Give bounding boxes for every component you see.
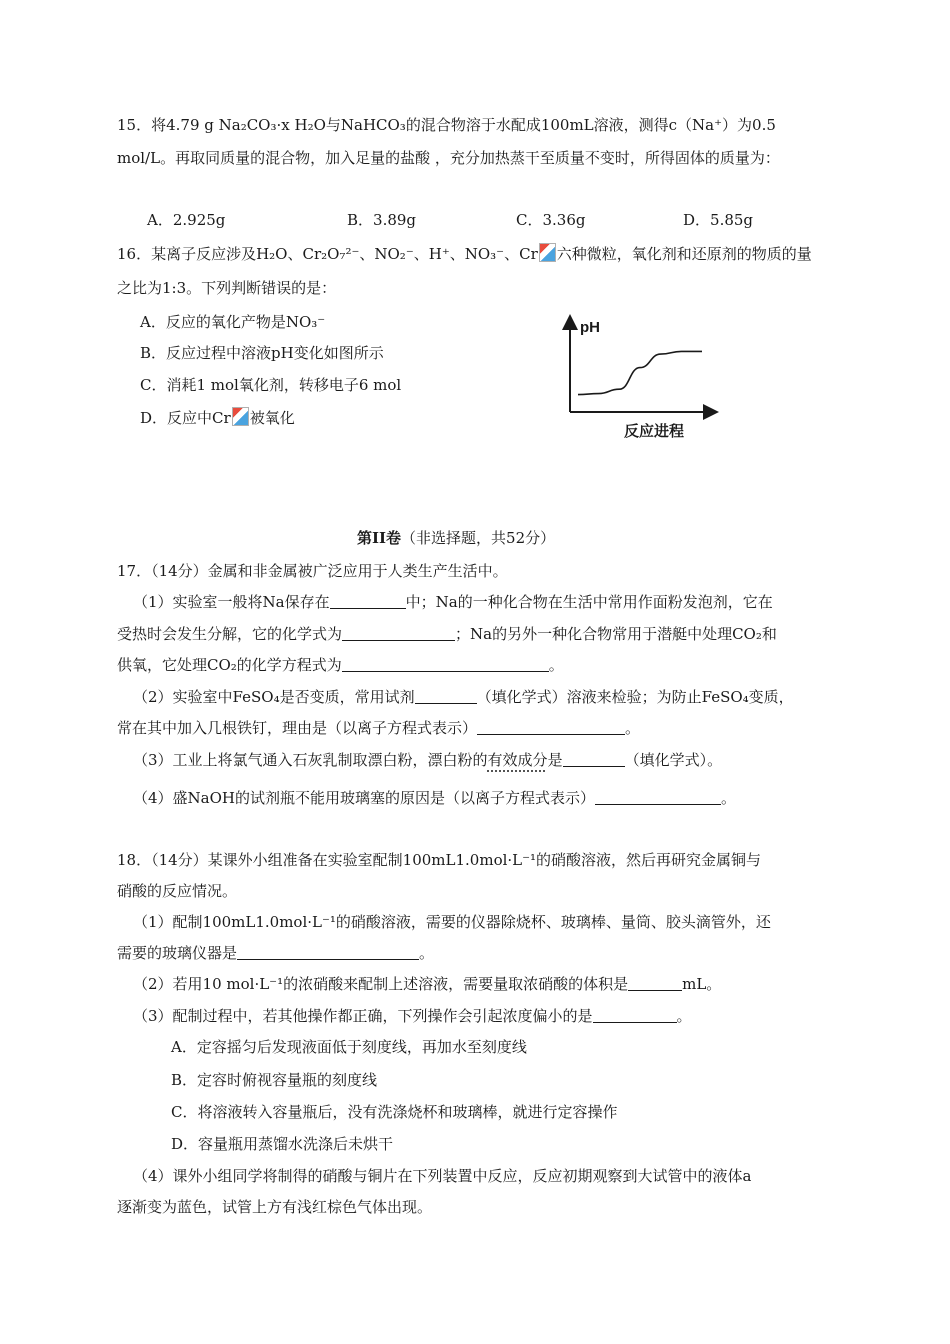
q16-option-a: A．反应的氧化产物是NO₃⁻: [140, 313, 326, 331]
q18-p1-line2: [117, 942, 434, 964]
answer-blank[interactable]: [330, 593, 406, 609]
q17-p4-a: （4）盛NaOH的试剂瓶不能用玻璃塞的原因是（以离子方程式表示）: [133, 789, 595, 807]
answer-blank[interactable]: [628, 975, 682, 991]
q18-p1-l2-b: 。: [419, 944, 435, 962]
answer-blank[interactable]: [477, 719, 625, 735]
q16-line1-text-b: 六种微粒，氧化剂和还原剂的物质的量: [556, 245, 812, 263]
q17-p1-l2-a: 受热时会发生分解，它的化学式为: [117, 625, 343, 643]
q18-p2-b: mL。: [682, 975, 722, 993]
x-axis-label: 反应进程: [624, 422, 685, 440]
q18-intro-line1: 18．（14分）某课外小组准备在实验室配制100mL1.0mol·L⁻¹的硝酸溶液，然后再研究金属铜与: [117, 851, 762, 869]
answer-blank[interactable]: [595, 789, 721, 805]
q15-option-b: B．3.89g: [347, 211, 417, 229]
q17-p3-b: 是: [547, 751, 563, 769]
q17-p2-line2: [117, 717, 640, 739]
q15-line2: mol/L。再取同质量的混合物，加入足量的盐酸 ，充分加热蒸干至质量不变时，所得固体的质量为：: [117, 149, 780, 167]
q17-p2-l2-b: 。: [625, 719, 641, 737]
q18-p2: [133, 973, 721, 995]
q17-p1-line3: [117, 654, 564, 676]
q17-p2-l1-a: （2）实验室中FeSO₄是否变质，常用试剂: [133, 688, 415, 706]
q17-p3-a: （3）工业上将氯气通入石灰乳制取漂白粉，漂白粉的: [133, 751, 488, 769]
answer-blank[interactable]: [342, 656, 549, 672]
q15-option-a: A．2.925g: [147, 211, 226, 229]
y-axis-label: pH: [580, 319, 600, 336]
q17-p1-line1: [133, 591, 773, 613]
q17-p4: [133, 787, 736, 809]
q17-p1-l3-b: 。: [548, 656, 564, 674]
answer-blank[interactable]: [237, 944, 419, 960]
emphasis-text: 有效成分: [487, 751, 548, 769]
answer-blank[interactable]: [342, 625, 455, 641]
q18-p3-b: 。: [676, 1007, 692, 1025]
q18-p3: [133, 1005, 692, 1027]
q18-option-a: A．定容摇匀后发现液面低于刻度线，再加水至刻度线: [171, 1038, 527, 1056]
answer-blank[interactable]: [563, 751, 625, 767]
q16-option-c: C．消耗1 mol氧化剂，转移电子6 mol: [140, 376, 402, 394]
section2-title: [357, 527, 555, 549]
q17-p1-l2-b: ；Na的另外一种化合物常用于潜艇中处理CO₂和: [455, 625, 777, 643]
q16-line1-text-a: 16．某离子反应涉及H₂O、Cr₂O₇²⁻、NO₂⁻、H⁺、NO₃⁻、Cr: [117, 245, 538, 263]
q16-option-d-text-a: D．反应中Cr: [140, 409, 231, 427]
broken-image-icon: [539, 243, 556, 262]
q18-p3-a: （3）配制过程中，若其他操作都正确，下列操作会引起浓度偏小的是: [133, 1007, 593, 1025]
q17-p1-l1-b: 中；Na的一种化合物在生活中常用作面粉发泡剂，它在: [405, 593, 773, 611]
q15-option-d: D．5.85g: [683, 211, 754, 229]
section2-title-rest: （非选择题，共52分）: [401, 529, 556, 547]
q16-option-d-text-b: 被氧化: [249, 409, 295, 427]
q17-p1-l1-a: （1）实验室一般将Na保存在: [133, 593, 330, 611]
q18-p4-line2: 逐渐变为蓝色，试管上方有浅红棕色气体出现。: [117, 1198, 433, 1216]
ph-chart: [560, 310, 730, 445]
q18-p1-l2-a: 需要的玻璃仪器是: [117, 944, 238, 962]
q17-p2-l2-a: 常在其中加入几根铁钉，理由是（以离子方程式表示）: [117, 719, 478, 737]
q17-p2-l1-b: （填化学式）溶液来检验；为防止FeSO₄变质，: [476, 688, 794, 706]
q16-option-b: B．反应过程中溶液pH变化如图所示: [140, 344, 384, 362]
q17-p4-b: 。: [721, 789, 737, 807]
q15-line1: 15．将4.79 g Na₂CO₃·x H₂O与NaHCO₃的混合物溶于水配成100mL溶液，测得c（Na⁺）为0.5: [117, 116, 776, 134]
q16-line1: [117, 243, 812, 265]
q18-option-d: D．容量瓶用蒸馏水洗涤后未烘干: [171, 1135, 394, 1153]
q18-p1-line1: （1）配制100mL1.0mol·L⁻¹的硝酸溶液，需要的仪器除烧杯、玻璃棒、量筒、胶头滴管外，还: [133, 913, 771, 931]
q18-option-c: C．将溶液转入容量瓶后，没有洗涤烧杯和玻璃棒，就进行定容操作: [171, 1103, 618, 1121]
q17-p1-l3-a: 供氧，它处理CO₂的化学方程式为: [117, 656, 342, 674]
section2-title-bold: 第II卷: [357, 529, 402, 547]
q17-p3: [133, 749, 722, 771]
q17-p2-line1: [133, 686, 794, 708]
q16-line2: 之比为1:3。下列判断错误的是：: [117, 279, 337, 297]
q16-option-d: [140, 407, 295, 429]
broken-image-icon: [232, 407, 249, 426]
q17-intro: 17．（14分）金属和非金属被广泛应用于人类生产生活中。: [117, 562, 508, 580]
q18-p4-line1: （4）课外小组同学将制得的硝酸与铜片在下列装置中反应，反应初期观察到大试管中的液体a: [133, 1167, 752, 1185]
q18-intro-line2: 硝酸的反应情况。: [117, 882, 238, 900]
q15-option-c: C．3.36g: [516, 211, 586, 229]
q17-p1-line2: [117, 623, 777, 645]
answer-blank[interactable]: [415, 688, 477, 704]
q18-p2-a: （2）若用10 mol·L⁻¹的浓硝酸来配制上述溶液，需要量取浓硝酸的体积是: [133, 975, 629, 993]
q17-p3-c: （填化学式）。: [624, 751, 723, 769]
ph-curve: [578, 351, 702, 394]
answer-blank[interactable]: [593, 1007, 677, 1023]
q18-option-b: B．定容时俯视容量瓶的刻度线: [171, 1071, 378, 1089]
